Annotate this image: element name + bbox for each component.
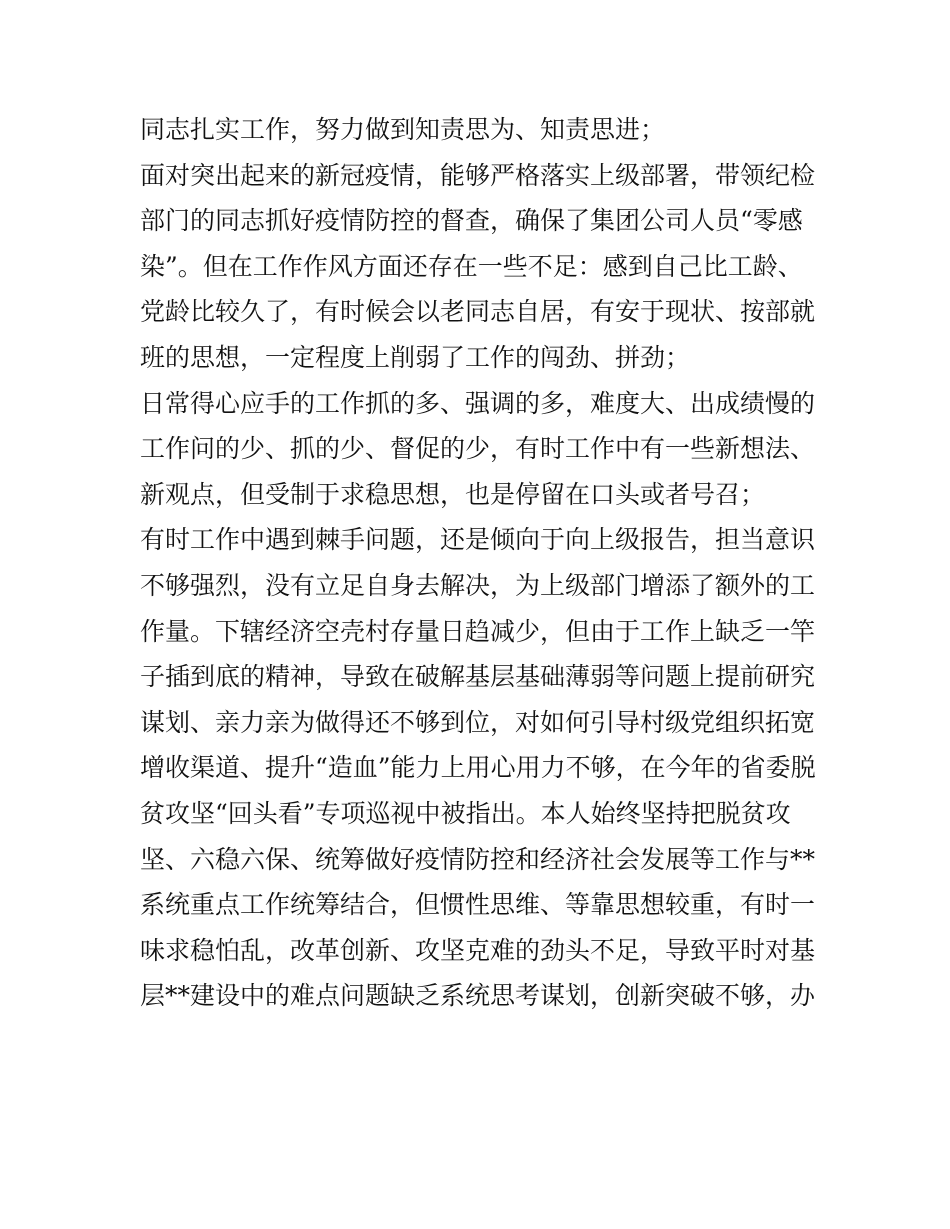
text-line: 谋划、亲力亲为做得还不够到位，对如何引导村级党组织拓宽 — [140, 707, 816, 737]
text-line: 染”。但在工作作风方面还存在一些不足：感到自己比工龄、 — [140, 251, 803, 281]
text-line: 不够强烈，没有立足自身去解决，为上级部门增添了额外的工 — [140, 570, 816, 600]
text-line: 部门的同志抓好疫情防控的督查，确保了集团公司人员“零感 — [140, 206, 803, 236]
text-line: 班的思想，一定程度上削弱了工作的闯劲、拼劲； — [140, 342, 691, 372]
text-line: 层**建设中的难点问题缺乏系统思考谋划，创新突破不够，办 — [140, 981, 816, 1011]
text-line: 日常得心应手的工作抓的多、强调的多，难度大、出成绩慢的 — [140, 388, 816, 418]
text-line: 有时工作中遇到棘手问题，还是倾向于向上级报告，担当意识 — [140, 525, 816, 555]
text-line: 子插到底的精神，导致在破解基层基础薄弱等问题上提前研究 — [140, 662, 816, 692]
text-line: 作量。下辖经济空壳村存量日趋减少，但由于工作上缺乏一竿 — [140, 616, 816, 646]
body-text — [140, 107, 830, 1019]
text-line: 味求稳怕乱，改革创新、攻坚克难的劲头不足，导致平时对基 — [140, 935, 816, 965]
text-line: 党龄比较久了，有时候会以老同志自居，有安于现状、按部就 — [140, 297, 816, 327]
text-line: 系统重点工作统筹结合，但惯性思维、等靠思想较重，有时一 — [140, 890, 816, 920]
text-line: 贫攻坚“回头看”专项巡视中被指出。本人始终坚持把脱贫攻 — [140, 798, 791, 828]
text-line: 增收渠道、提升“造血”能力上用心用力不够，在今年的省委脱 — [140, 753, 816, 783]
text-line: 面对突出起来的新冠疫情，能够严格落实上级部署，带领纪检 — [140, 160, 816, 190]
text-line: 坚、六稳六保、统筹做好疫情防控和经济社会发展等工作与** — [140, 844, 816, 874]
text-line: 工作问的少、抓的少、督促的少，有时工作中有一些新想法、 — [140, 434, 816, 464]
text-line: 同志扎实工作，努力做到知责思为、知责思进； — [140, 115, 666, 144]
text-line: 新观点，但受制于求稳思想，也是停留在口头或者号召； — [140, 479, 766, 509]
